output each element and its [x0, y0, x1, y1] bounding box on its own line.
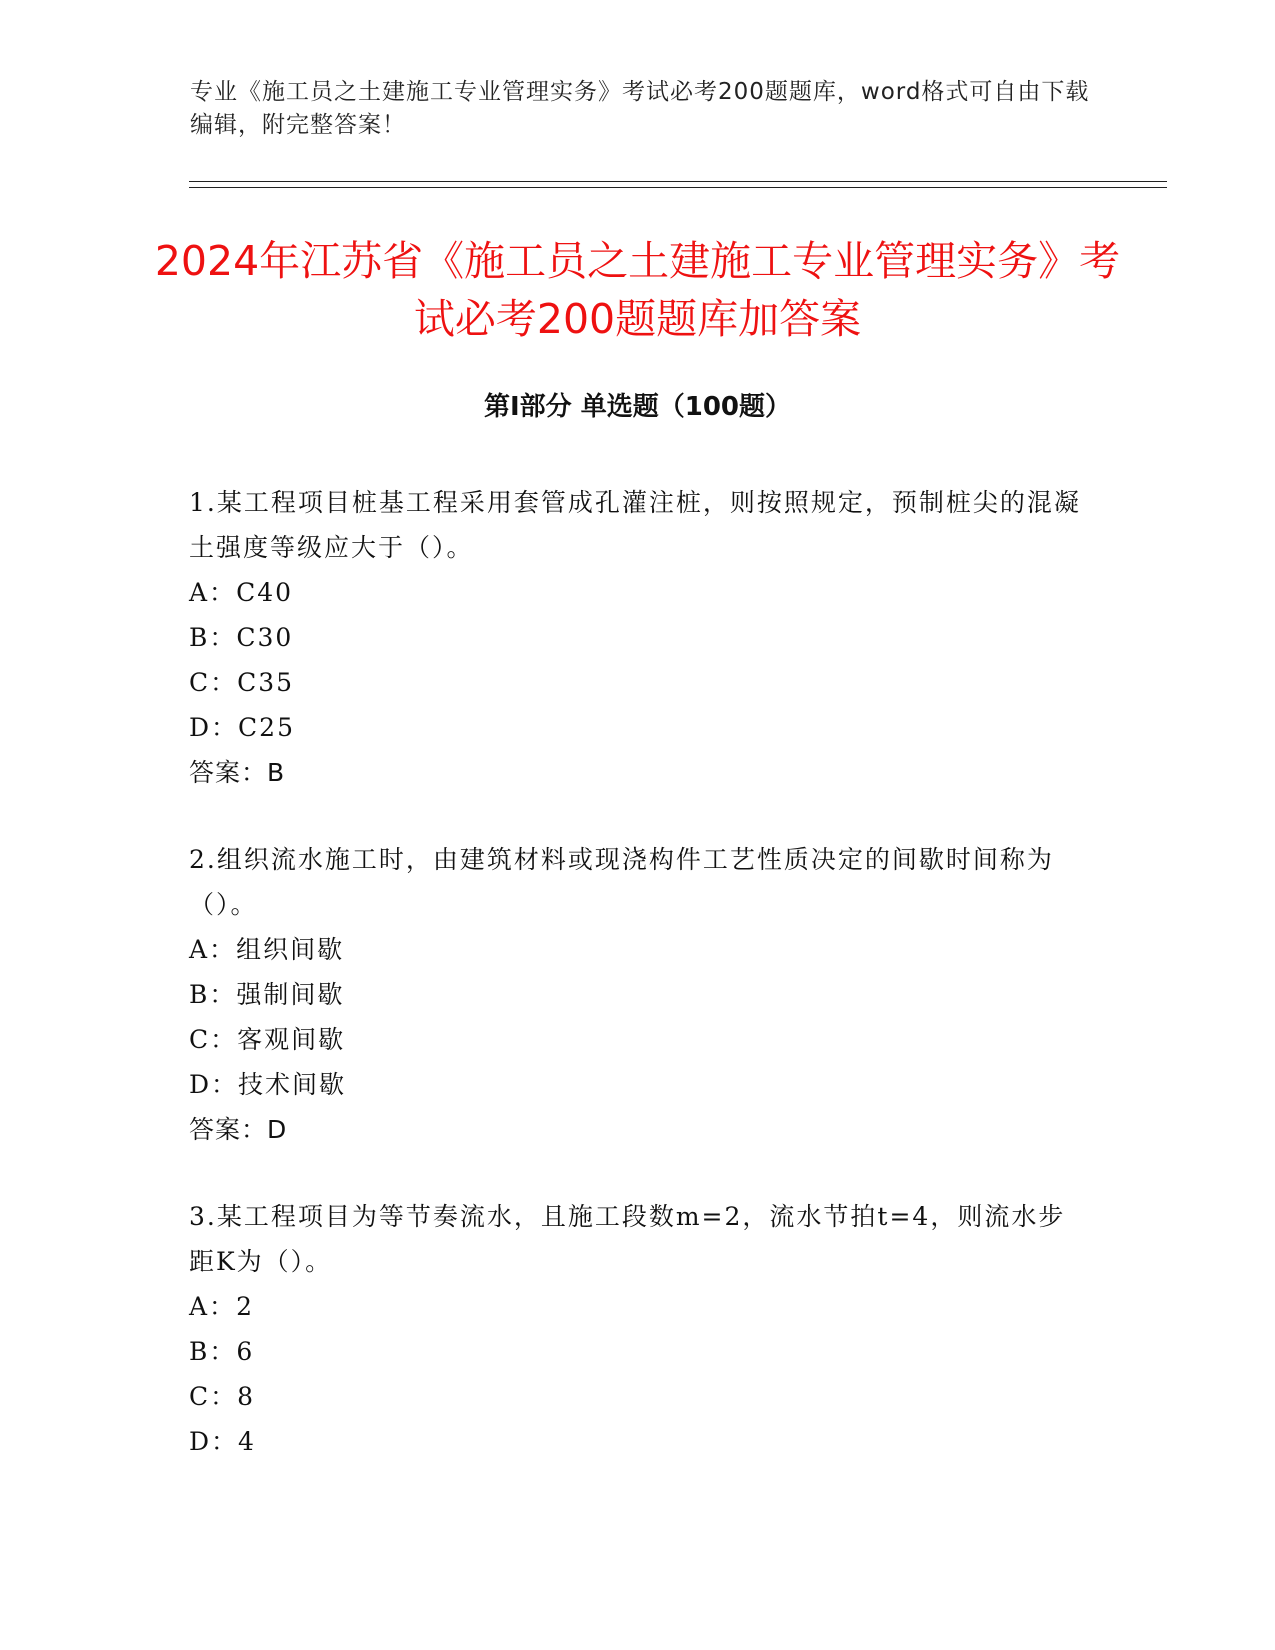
question-item — [189, 480, 1089, 795]
option-b — [189, 1329, 1089, 1374]
option-text: 2 — [236, 1292, 254, 1321]
answer-line: 答案：B — [189, 758, 286, 787]
header-note: 专业《施工员之土建施工专业管理实务》考试必考200题题库，word格式可自由下载编辑，附完整答案！ — [190, 79, 1090, 138]
option-text: C30 — [236, 623, 294, 652]
option-text: 客观间歇 — [237, 1025, 346, 1054]
option-letter: D： — [189, 1070, 239, 1099]
option-letter: D： — [189, 1427, 239, 1456]
option-letter: C： — [189, 1382, 238, 1411]
option-letter: B： — [189, 623, 237, 652]
option-text: 技术间歇 — [238, 1070, 347, 1099]
answer-line: 答案：D — [189, 1115, 288, 1144]
question-item — [189, 1194, 1089, 1464]
option-letter: B： — [189, 980, 237, 1009]
question-item — [189, 837, 1089, 1152]
option-letter: D： — [189, 713, 239, 742]
option-d — [189, 1419, 1089, 1464]
option-c — [189, 1017, 1089, 1062]
option-text: 组织间歇 — [236, 935, 345, 964]
option-text: 6 — [236, 1337, 255, 1366]
option-a — [189, 570, 1089, 615]
option-letter: C： — [189, 668, 238, 697]
header-rule-bottom — [189, 187, 1167, 188]
option-text: 4 — [238, 1427, 256, 1456]
option-text: C35 — [237, 668, 295, 697]
option-text: C40 — [236, 578, 294, 607]
question-stem: 3.某工程项目为等节奏流水，且施工段数m=2，流水节拍t=4，则流水步距K为（）。 — [189, 1202, 1066, 1276]
option-c — [189, 660, 1089, 705]
option-letter: A： — [189, 578, 237, 607]
option-d — [189, 705, 1089, 750]
document-title: 2024年江苏省《施工员之土建施工专业管理实务》考试必考200题题库加答案 — [154, 237, 1121, 343]
option-letter: C： — [189, 1025, 238, 1054]
option-letter: A： — [189, 935, 237, 964]
option-b — [189, 972, 1089, 1017]
option-text: 强制间歇 — [236, 980, 345, 1009]
option-a — [189, 1284, 1089, 1329]
question-stem: 1.某工程项目桩基工程采用套管成孔灌注桩，则按照规定，预制桩尖的混凝土强度等级应大于（）。 — [189, 488, 1081, 562]
option-a — [189, 927, 1089, 972]
option-letter: B： — [189, 1337, 237, 1366]
option-letter: A： — [189, 1292, 237, 1321]
section-title: 第I部分 单选题（100题） — [484, 392, 791, 422]
question-stem: 2.组织流水施工时，由建筑材料或现浇构件工艺性质决定的间歇时间称为（）。 — [189, 845, 1054, 919]
option-text: C25 — [238, 713, 295, 742]
header-rule-top — [189, 181, 1167, 182]
option-b — [189, 615, 1089, 660]
question-list — [189, 480, 1089, 1506]
option-c — [189, 1374, 1089, 1419]
option-text: 8 — [237, 1382, 256, 1411]
option-d — [189, 1062, 1089, 1107]
